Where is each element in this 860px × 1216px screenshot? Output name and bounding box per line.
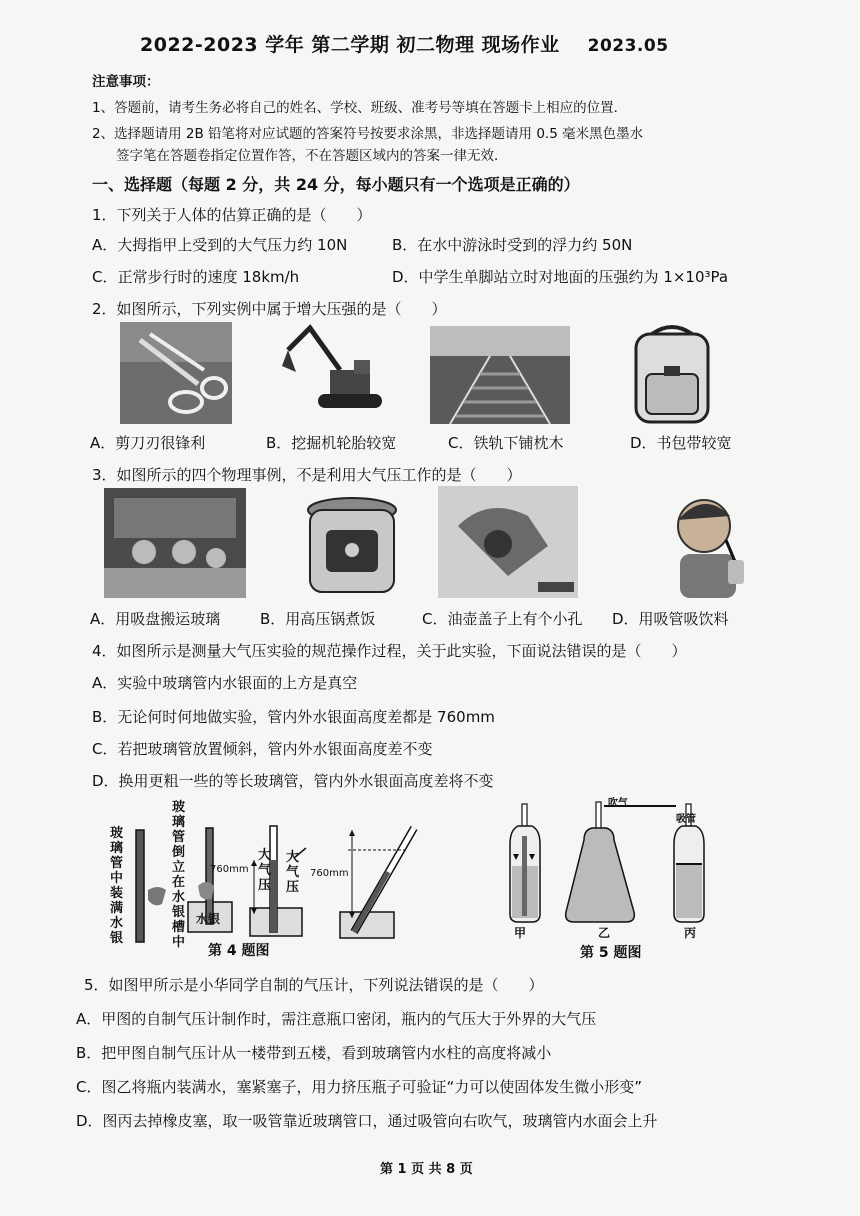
q5-option-b: B．把甲图自制气压计从一楼带到五楼，看到玻璃管内水柱的高度将减小 <box>76 1044 552 1062</box>
fig4-atm-label-right: 大气压 <box>286 850 300 895</box>
section-heading: 一、选择题（每题 2 分，共 24 分，每小题只有一个选项是正确的） <box>92 175 580 194</box>
fig5-label-yi: 乙 <box>598 926 611 940</box>
fig4-left-label: 玻璃管中装满水银 <box>110 826 124 946</box>
fig4-mercury-label: 水银 <box>196 912 221 926</box>
q2-label-d: D．书包带较宽 <box>630 434 732 452</box>
q5-option-c: C．图乙将瓶内装满水，塞紧塞子，用力挤压瓶子可验证“力可以使固体发生微小形变” <box>76 1078 643 1096</box>
q4-option-c: C．若把玻璃管放置倾斜，管内外水银面高度差不变 <box>92 740 433 758</box>
backpack-photo <box>624 320 720 428</box>
q1-stem: 1．下列关于人体的估算正确的是（ ） <box>92 206 372 224</box>
fig4-760mm-b: 760mm <box>310 868 349 879</box>
notice-heading: 注意事项： <box>92 74 160 90</box>
q3-label-a: A．用吸盘搬运玻璃 <box>90 610 221 628</box>
railway-photo <box>430 326 570 424</box>
suction-cup-photo <box>104 488 246 598</box>
q3-label-c: C．油壶盖子上有个小孔 <box>422 610 583 628</box>
page-number: 第 1 页 共 8 页 <box>380 1162 473 1177</box>
q1-option-c: C．正常步行时的速度 18km/h <box>92 268 300 286</box>
fig5-bottle-diagram <box>492 800 732 930</box>
pressure-cooker-photo <box>296 490 408 600</box>
q4-stem: 4．如图所示是测量大气压实验的规范操作过程，关于此实验，下面说法错误的是（ ） <box>92 642 687 660</box>
fig5-caption: 第 5 题图 <box>580 945 642 961</box>
page-title <box>140 30 669 57</box>
q1-option-a: A．大拇指甲上受到的大气压力约 10N <box>92 236 348 254</box>
notice-item-2: 2、选择题请用 2B 铅笔将对应试题的答案符号按要求涂黑，非选择题请用 0.5 毫米黑色墨水 <box>92 126 644 142</box>
notice-item-3: 签字笔在答题卷指定位置作答，不在答题区域内的答案一律无效． <box>116 148 508 164</box>
fig5-straw-label: 吸管 <box>676 814 696 825</box>
fig4-760mm-a: 760mm <box>210 864 249 875</box>
fig4-atm-label-left: 大气压 <box>258 848 272 893</box>
q4-option-d: D．换用更粗一些的等长玻璃管，管内外水银面高度差将不变 <box>92 772 494 790</box>
q2-label-c: C．铁轨下铺枕木 <box>448 434 564 452</box>
fig4-mid-label: 玻璃管倒立在水银槽中 <box>172 800 186 950</box>
q1-option-b: B．在水中游泳时受到的浮力约 50N <box>392 236 633 254</box>
q2-label-b: B．挖掘机轮胎较宽 <box>266 434 397 452</box>
q5-stem: 5．如图甲所示是小华同学自制的气压计，下列说法错误的是（ ） <box>84 976 544 994</box>
q3-stem: 3．如图所示的四个物理事例，不是利用大气压工作的是（ ） <box>92 466 522 484</box>
q5-option-a: A．甲图的自制气压计制作时，需注意瓶口密闭，瓶内的气压大于外界的大气压 <box>76 1010 597 1028</box>
q2-stem: 2．如图所示，下列实例中属于增大压强的是（ ） <box>92 300 447 318</box>
notice-item-1: 1、答题前，请考生务必将自己的姓名、学校、班级、准考号等填在答题卡上相应的位置． <box>92 100 628 116</box>
oil-pot-photo <box>438 486 578 598</box>
q5-option-d: D．图丙去掉橡皮塞，取一吸管靠近玻璃管口，通过吸管向右吹气，玻璃管内水面会上升 <box>76 1112 658 1130</box>
q4-option-b: B．无论何时何地做实验，管内外水银面高度差都是 760mm <box>92 708 495 726</box>
fig5-blow-label: 吹气 <box>608 798 628 809</box>
q4-option-a: A．实验中玻璃管内水银面的上方是真空 <box>92 674 358 692</box>
scissors-photo <box>120 322 232 424</box>
excavator-photo <box>270 320 390 424</box>
q1-option-d: D．中学生单脚站立时对地面的压强约为 1×10³Pa <box>392 268 729 286</box>
fig5-label-jia: 甲 <box>514 926 527 940</box>
q3-label-d: D．用吸管吸饮料 <box>612 610 729 628</box>
title-date: 2023.05 <box>587 36 669 56</box>
drinking-straw-photo <box>666 490 750 598</box>
title-text: 2022-2023 学年 第二学期 初二物理 现场作业 <box>140 34 560 56</box>
q2-label-a: A．剪刀刃很锋利 <box>90 434 206 452</box>
fig4-barometer-diagram <box>126 802 426 954</box>
fig5-label-bing: 丙 <box>684 926 697 940</box>
q3-label-b: B．用高压锅煮饭 <box>260 610 376 628</box>
fig4-caption: 第 4 题图 <box>208 943 270 959</box>
